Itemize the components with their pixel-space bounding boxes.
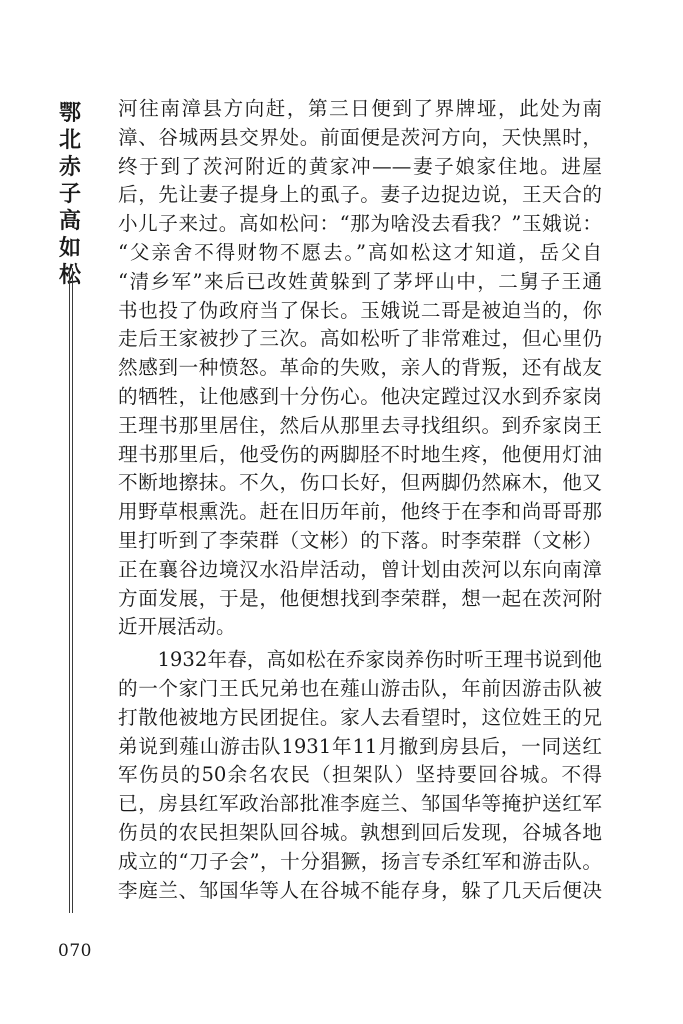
text-line: 伤员的农民担架队回谷城。孰想到回后发现，谷城各地 bbox=[118, 820, 602, 844]
margin-double-rule bbox=[69, 268, 73, 913]
text-line: 用野草根熏洗。赶在旧历年前，他终于在李和尚哥哥那 bbox=[118, 500, 602, 524]
text-line: 理书那里后，他受伤的两脚胫不时地生疼，他便用灯油 bbox=[118, 442, 602, 466]
text-line: 小儿子来过。高如松问：“那为啥没去看我？”玉娥说： bbox=[118, 212, 602, 236]
text-line: 的牺牲，让他感到十分伤心。他决定蹚过汉水到乔家岗 bbox=[118, 384, 602, 408]
text-line: 终于到了茨河附近的黄家冲——妻子娘家住地。进屋 bbox=[118, 154, 602, 178]
text-line: 正在襄谷边境汉水沿岸活动，曾计划由茨河以东向南漳 bbox=[118, 557, 602, 581]
text-line: 1932年春，高如松在乔家岗养伤时听王理书说到他 bbox=[118, 648, 602, 672]
body-text bbox=[118, 95, 602, 905]
text-line: 王理书那里居住，然后从那里去寻找组织。到乔家岗王 bbox=[118, 413, 602, 437]
paragraph-1 bbox=[118, 95, 602, 642]
text-line: 漳、谷城两县交界处。前面便是茨河方向，天快黑时， bbox=[118, 125, 602, 149]
text-line: 方面发展，于是，他便想找到李荣群，想一起在茨河附 bbox=[118, 586, 602, 610]
running-title-char: 子 bbox=[58, 182, 81, 207]
text-line: 不断地擦抹。不久，伤口长好，但两脚仍然麻木，他又 bbox=[118, 471, 602, 495]
running-title-char: 北 bbox=[58, 128, 81, 153]
text-line: 后，先让妻子提身上的虱子。妻子边捉边说，王天合的 bbox=[118, 183, 602, 207]
running-title-char: 鄂 bbox=[58, 101, 81, 126]
running-title-char: 赤 bbox=[58, 155, 81, 180]
text-line: “父亲舍不得财物不愿去。”高如松这才知道，岳父自 bbox=[118, 240, 602, 264]
running-title-char: 松 bbox=[58, 263, 81, 288]
paragraph-2 bbox=[118, 646, 602, 905]
text-line: 李庭兰、邹国华等人在谷城不能存身，躲了几天后便决 bbox=[118, 878, 602, 902]
text-line: 弟说到薤山游击队1931年11月撤到房县后，一同送红 bbox=[118, 734, 602, 758]
text-line: 的一个家门王氏兄弟也在薤山游击队，年前因游击队被 bbox=[118, 676, 602, 700]
text-line: 书也投了伪政府当了保长。玉娥说二哥是被迫当的，你 bbox=[118, 298, 602, 322]
text-line: 走后王家被抄了三次。高如松听了非常难过，但心里仍 bbox=[118, 327, 602, 351]
text-line: 打散他被地方民团捉住。家人去看望时，这位姓王的兄 bbox=[118, 705, 602, 729]
text-line: “清乡军”来后已改姓黄躲到了茅坪山中，二舅子王通 bbox=[118, 269, 602, 293]
running-title-char: 如 bbox=[58, 236, 81, 261]
running-title bbox=[57, 100, 83, 289]
text-line: 里打听到了李荣群（文彬）的下落。时李荣群（文彬） bbox=[118, 528, 602, 552]
text-line: 军伤员的50余名农民（担架队）坚持要回谷城。不得 bbox=[118, 763, 602, 787]
text-line: 近开展活动。 bbox=[118, 615, 236, 639]
text-line: 河往南漳县方向赶，第三日便到了界牌垭，此处为南 bbox=[118, 97, 602, 120]
running-title-char: 高 bbox=[58, 209, 81, 234]
page-number: 070 bbox=[58, 941, 92, 961]
text-line: 成立的“刀子会”，十分猖獗，扬言专杀红军和游击队。 bbox=[118, 849, 602, 873]
text-line: 已，房县红军政治部批准李庭兰、邹国华等掩护送红军 bbox=[118, 792, 602, 816]
text-line: 然感到一种愤怒。革命的失败，亲人的背叛，还有战友 bbox=[118, 356, 602, 380]
